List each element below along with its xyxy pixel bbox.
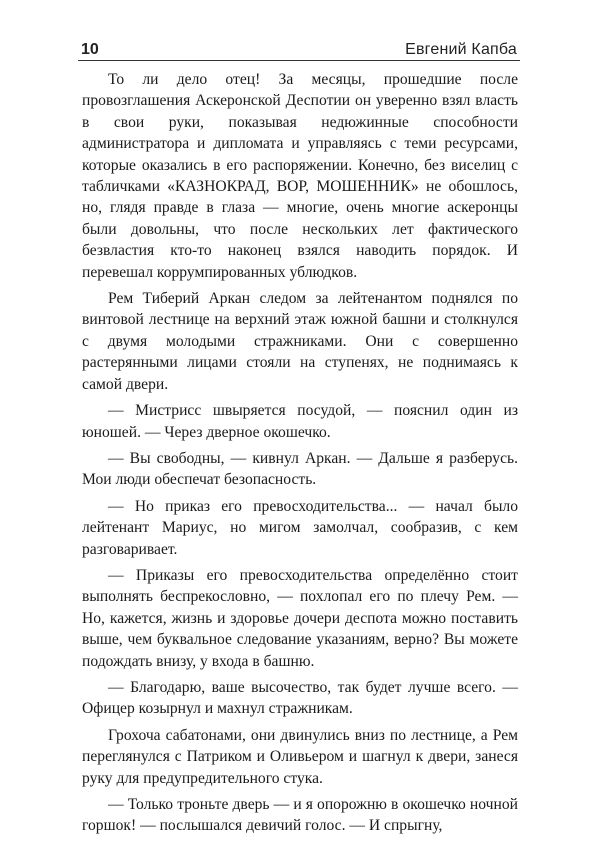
paragraph: — Приказы его превосходительства определённо стоит выполнять беспрекословно, — похлопал его по плечу Рем. — Но, кажется, жизнь и здоровье дочери деспота можно поставить выше, чем буквальное следование указаниям, верно? Вы можете подождать внизу, у входа в башню. [82, 566, 518, 670]
paragraph: То ли дело отец! За месяцы, прошедшие после провозглашения Аскеронской Деспотии он уверенно взял власть в свои руки, показывая недюжинные способности администратора и дипломата и управляясь с теми ресурсами, которые оказались в его распоряжении. Конечно, без виселиц с табличками «КАЗНОКРАД, ВОР, МОШЕННИК» не обошлось, но, глядя правде в глаза — многие, очень многие аскеронцы были довольны, что после нескольких лет фактического безвластия кто-то наконец взялся наводить порядок. И перевешал коррумпированных ублюдков. [82, 71, 518, 281]
paragraph: — Только троньте дверь — и я опорожню в окошечко ночной горшок! — послышался девичий голос. — И спрыгну, [82, 796, 518, 835]
header-rule [78, 60, 520, 61]
paragraph: — Мистрисс швыряется посудой, — пояснил один из юношей. — Через дверное окошечко. [82, 402, 518, 441]
paragraph: Рем Тиберий Аркан следом за лейтенантом поднялся по винтовой лестнице на верхний этаж южной башни и столкнулся с двумя молодыми стражниками. Они с совершенно растерянными лицами стояли на ступенях, не поднимаясь к самой двери. [82, 290, 518, 393]
running-header [81, 33, 517, 59]
paragraph: Грохоча сабатонами, они двинулись вниз по лестнице, а Рем переглянулся с Патриком и Оливьером и шагнул к двери, занеся руку для предупредительного стука. [82, 726, 518, 787]
page-number: 10 [81, 41, 99, 58]
paragraph: — Благодарю, ваше высочество, так будет лучше всего. — Офицер козырнул и махнул стражникам. [82, 678, 518, 718]
paragraph: — Вы свободны, — кивнул Аркан. — Дальше я разберусь. Мои люди обеспечат безопасность. [82, 449, 518, 489]
paragraph: — Но приказ его превосходительства... — начал было лейтенант Мариус, но мигом замолчал, сообразив, с кем разговаривает. [82, 497, 518, 558]
body-text [82, 69, 518, 842]
running-head-author: Евгений Капба [405, 41, 517, 58]
